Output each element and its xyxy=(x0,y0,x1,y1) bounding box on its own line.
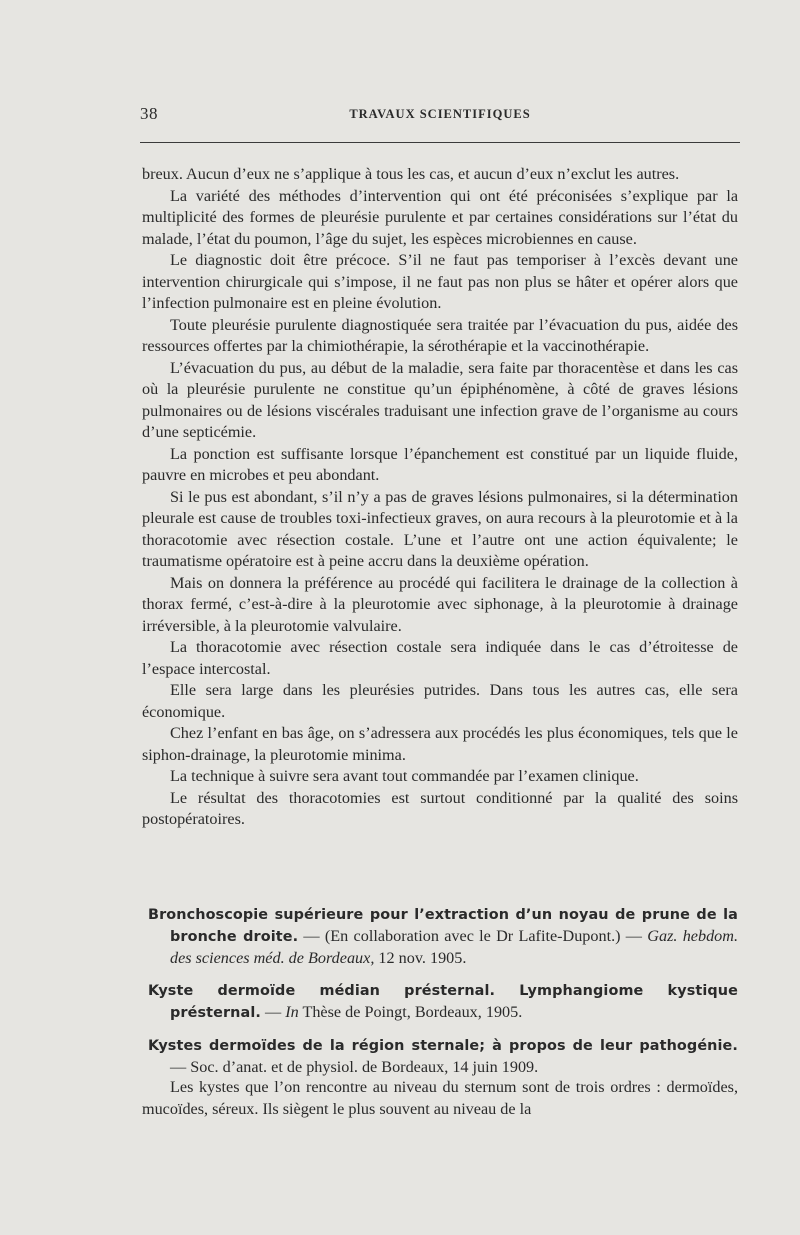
entry-title: Kystes dermoïdes de la région sternale; à propos de leur pathogénie. xyxy=(148,1038,738,1054)
entry-detail: — (En collaboration avec le Dr Lafite-Dupont.) — xyxy=(298,927,648,945)
paragraph: breux. Aucun d’eux ne s’applique à tous les cas, et aucun d’eux n’exclut les autres. xyxy=(142,165,680,183)
entry-source: In xyxy=(285,1003,299,1021)
closing-paragraph: Les kystes que l’on rencontre au niveau du sternum sont de trois ordres : dermoïdes, mucoïdes, séreux. Ils siègent le plus souvent au niveau de la xyxy=(142,1078,738,1118)
bibliography-entry xyxy=(142,904,738,969)
page-header xyxy=(140,104,740,124)
entry-title: Kyste dermoïde médian présternal. Lymphangiome kystique présternal. xyxy=(148,983,738,1021)
paragraph: Le diagnostic doit être précoce. S’il ne faut pas temporiser à l’excès devant une intervention chirurgicale qui s’impose, il ne faut pas non plus se hâter et opérer alors que l’infection pulmonaire est en pleine évolution. xyxy=(142,251,738,312)
body-text xyxy=(142,164,738,831)
paragraph: La variété des méthodes d’intervention qui ont été préconisées s’explique par la multiplicité des formes de pleurésie purulente et par certaines considérations sur l’état du malade, l’état du poumon, l’âge du sujet, les espèces microbiennes en cause. xyxy=(142,186,738,248)
entry-source: Gaz. hebdom. des sciences méd. de Bordeaux, xyxy=(170,927,738,967)
paragraph: Chez l’enfant en bas âge, on s’adressera aux procédés les plus économiques, tels que le siphon-drainage, la pleurotomie minima. xyxy=(142,724,738,764)
paragraph: Le résultat des thoracotomies est surtout conditionné par la qualité des soins postopératoires. xyxy=(142,788,738,828)
paragraph: Si le pus est abondant, s’il n’y a pas de graves lésions pulmonaires, si la détermination pleurale est cause de troubles toxi-infectieux graves, on aura recours à la pleurotomie et à la thoracotomie avec résection costale. L’une et l’autre ont une action équivalente; le traumatisme opératoire est à peine accru dans la deuxième opération. xyxy=(142,487,738,570)
entry-date: Thèse de Poingt, Bordeaux, 1905. xyxy=(298,1003,523,1021)
bibliography-entries xyxy=(142,904,738,1089)
paragraph: Elle sera large dans les pleurésies putrides. Dans tous les autres cas, elle sera économique. xyxy=(142,681,738,721)
entry-date: 12 nov. 1905. xyxy=(374,949,467,967)
paragraph: La technique à suivre sera avant tout commandée par l’examen clinique. xyxy=(170,767,639,785)
bibliography-entry xyxy=(142,980,738,1024)
paragraph: Mais on donnera la préférence au procédé qui facilitera le drainage de la collection à thorax fermé, c’est-à-dire à la pleurotomie avec siphonage, à la pleurotomie à drainage irréversible, à la pleurotomie valvulaire. xyxy=(142,573,738,635)
entry-detail: — Soc. d’anat. et de physiol. de Bordeaux, 14 juin 1909. xyxy=(170,1058,539,1076)
paragraph: Toute pleurésie purulente diagnostiquée sera traitée par l’évacuation du pus, aidée des ressources offertes par la chimiothérapie, la sérothérapie et la vaccinothérapie. xyxy=(142,315,738,355)
running-head: TRAVAUX SCIENTIFIQUES xyxy=(349,107,531,121)
page-number: 38 xyxy=(140,104,158,123)
entry-title: Bronchoscopie supérieure pour l’extraction d’un noyau de prune de la bronche droite. xyxy=(148,907,738,945)
paragraph: La thoracotomie avec résection costale sera indiquée dans le cas d’étroitesse de l’espace intercostal. xyxy=(142,638,738,678)
entry-detail: — xyxy=(260,1003,286,1021)
paragraph: La ponction est suffisante lorsque l’épanchement est constitué par un liquide fluide, pauvre en microbes et peu abondant. xyxy=(142,444,738,484)
header-rule xyxy=(140,142,740,143)
paragraph: L’évacuation du pus, au début de la maladie, sera faite par thoracentèse et dans les cas où la pleurésie purulente ne constitue qu’un épiphénomène, à côté de graves lésions pulmonaires ou de lésions viscérales traduisant une infection grave de l’organisme au cours d’une septicémie. xyxy=(142,358,738,441)
bibliography-entry xyxy=(142,1035,738,1078)
